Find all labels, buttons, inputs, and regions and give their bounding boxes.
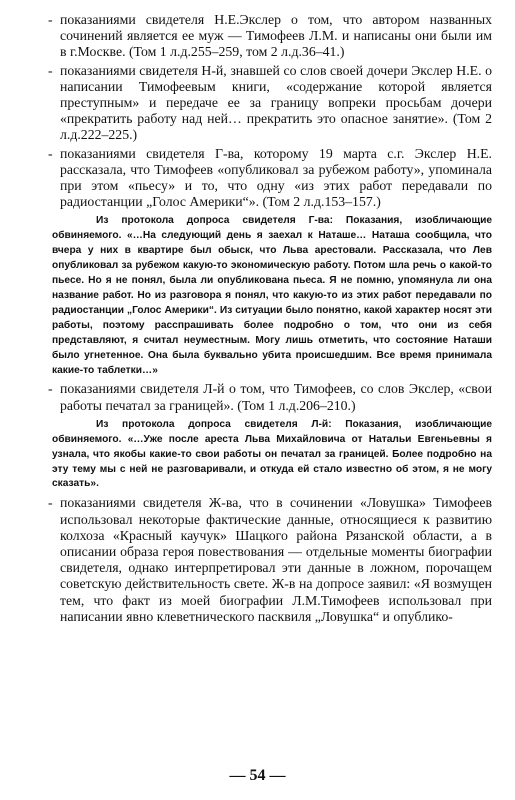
testimony-excerpt [52,214,492,378]
testimony-excerpt [52,418,492,493]
list-item [48,495,492,625]
list-item [48,145,492,211]
list-item [48,62,492,144]
item-text: показаниями свидетеля Ж-ва, что в сочинении «Ловушка» Тимофеев использовал некоторые фактические данные, относящиеся к развитию колхоза «Красный каучук» Шацкого района Рязанской области, а в описании образа героя повествования — отдельные моменты биографии свидетеля, однако интерпретировал эти данные в ложном, порочащем советскую действительность свете. Ж-в на допросе заявил: «Я возмущен тем, что факт из моей биографии Л.М.Тимофеев использовал при написании явно клеветнического пасквиля „Ловушка“ и опублико- [60,495,492,624]
list-item [48,381,492,413]
dash-marker: - [48,495,53,511]
dash-marker: - [48,12,53,27]
page-body [48,12,492,627]
page-number: — 54 — [229,767,286,784]
item-text: показаниями свидетеля Н.Е.Экслер о том, что автором названных сочинений является ее муж — Тимофеев Л.М. и написаны они были им в г.Москве. (Том 1 л.д.255–259, том 2 л.д.36–41.) [60,12,492,60]
dash-marker: - [48,62,53,78]
excerpt-text: Из протокола допроса свидетеля Г-ва: Показания, изобличающие обвиняемого. «…На следующий день я заехал к Наташе… Наташа сообщила, что вчера у них в квартире был обыск, что Льва арестовали. Рассказала, что Лев опубликовал за рубежом какую-то экономическую работу. Потом шла речь о какой-то пьесе. Но я не понял, была ли опубликована пьеса. Я не помню, упомянула ли она название работ. Но из разговора я понял, что какую-то из этих работ передавали по радиостанции „Голос Америки“. Из ситуации было понятно, какой характер носят эти работы, поэтому расспрашивать более подробно о том, что они из себя представляют, я считал неуместным. Могу лишь отметить, что состояние Наташи было угнетенное. Она была буквально убита происшедшим. Все время принимала какие-то таблетки…» [52,215,492,376]
excerpt-text: Из протокола допроса свидетеля Л-й: Показания, изобличающие обвиняемого. «…Уже после ареста Льва Михайловича от Натальи Евгеньевны я узнала, что якобы какие-то свои работы он печатал за границей. Более подробно на эту тему мы с ней не разговаривали, и откуда ей стало известно об этом, я не могу сказать». [52,418,492,490]
item-text: показаниями свидетеля Н-й, знавшей со слов своей дочери Экслер Н.Е. о написании Тимофеевым книги, «содержание которой является преступным» и передаче ее за границу вопреки просьбам дочери «прекратить работу над ней… прекратить это опасное занятие». (Том 2 л.д.222–225.) [60,62,492,143]
list-item [48,12,492,61]
item-text: показаниями свидетеля Л-й о том, что Тимофеев, со слов Экслер, «свои работы печатал за границей». (Том 1 л.д.206–210.) [60,381,492,413]
dash-marker: - [48,381,53,397]
dash-marker: - [48,145,53,161]
item-text: показаниями свидетеля Г-ва, которому 19 марта с.г. Экслер Н.Е. рассказала, что Тимофеев «опубликовал за рубежом работу», упоминала при этом «пьесу» и то, что одну «из этих работ передавали по радиостанции „Голос Америки“». (Том 2 л.д.153–157.) [60,145,492,210]
